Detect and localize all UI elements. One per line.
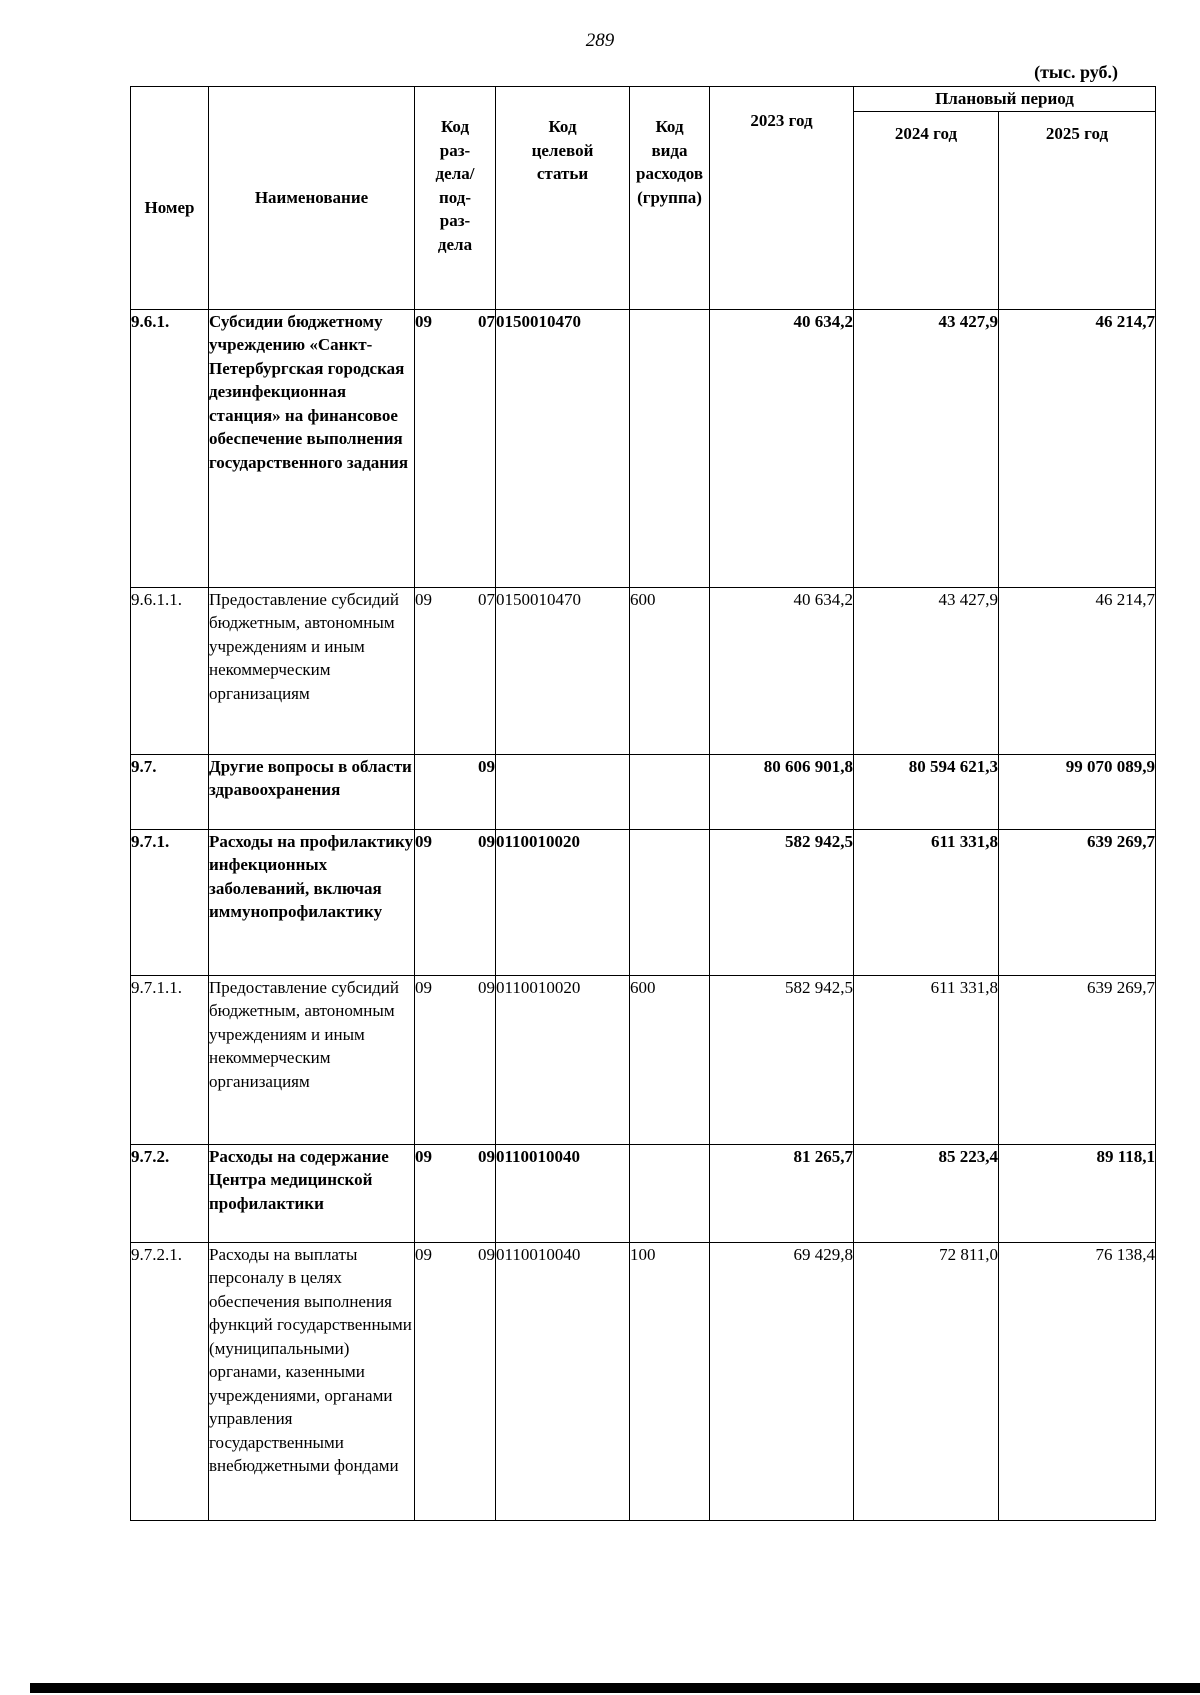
row-target-code: 0150010470 (496, 309, 630, 587)
row-number: 9.7. (131, 754, 209, 829)
row-name: Субсидии бюджетному учреждению «Санкт-Петербургская городская дезинфекционная станция» на финансовое обеспечение выполнения государственного задания (209, 309, 415, 587)
row-2025: 46 214,7 (999, 309, 1156, 587)
row-2023: 81 265,7 (710, 1144, 854, 1242)
page-number: 289 (585, 30, 615, 51)
row-2023: 40 634,2 (710, 309, 854, 587)
table-row (131, 754, 1156, 829)
table-row (131, 829, 1156, 975)
row-2024: 80 594 621,3 (854, 754, 999, 829)
table-row (131, 975, 1156, 1144)
row-name: Расходы на выплаты персоналу в целях обеспечения выполнения функций государственными (муниципальными) органами, казенными учреждениями, органами управления государственными внебюджетными фондами (209, 1242, 415, 1520)
row-target-code: 0150010470 (496, 587, 630, 754)
row-target-code: 0110010020 (496, 975, 630, 1144)
row-expense-type (630, 829, 710, 975)
header-expense-type-code: Код вида расходов (группа) (630, 87, 710, 310)
table-row (131, 309, 1156, 587)
row-expense-type (630, 309, 710, 587)
header-name: Наименование (209, 87, 415, 310)
table-row (131, 1242, 1156, 1520)
row-2025: 99 070 089,9 (999, 754, 1156, 829)
table-row (131, 587, 1156, 754)
row-number: 9.7.1.1. (131, 975, 209, 1144)
row-2023: 80 606 901,8 (710, 754, 854, 829)
row-number: 9.7.2. (131, 1144, 209, 1242)
row-section: 09 07 (415, 587, 496, 754)
row-expense-type: 600 (630, 975, 710, 1144)
row-2023: 40 634,2 (710, 587, 854, 754)
row-expense-type (630, 1144, 710, 1242)
row-expense-type (630, 754, 710, 829)
row-2023: 69 429,8 (710, 1242, 854, 1520)
row-2024: 611 331,8 (854, 829, 999, 975)
row-number: 9.6.1.1. (131, 587, 209, 754)
row-2025: 89 118,1 (999, 1144, 1156, 1242)
row-name: Расходы на профилактику инфекционных заболеваний, включая иммунопрофилактику (209, 829, 415, 975)
units-label: (тыс. руб.) (1034, 62, 1118, 82)
row-section: 09 09 (415, 1242, 496, 1520)
row-2025: 46 214,7 (999, 587, 1156, 754)
header-year-2023: 2023 год (710, 87, 854, 310)
row-name: Предоставление субсидий бюджетным, автономным учреждениям и иным некоммерческим организациям (209, 587, 415, 754)
row-expense-type: 600 (630, 587, 710, 754)
row-2024: 85 223,4 (854, 1144, 999, 1242)
header-section-code: Код раз- дела/ под- раз- дела (415, 87, 496, 310)
row-target-code: 0110010020 (496, 829, 630, 975)
row-2024: 43 427,9 (854, 309, 999, 587)
row-2024: 611 331,8 (854, 975, 999, 1144)
row-section: 09 09 (415, 1144, 496, 1242)
row-2024: 72 811,0 (854, 1242, 999, 1520)
row-2025: 639 269,7 (999, 975, 1156, 1144)
budget-table (130, 86, 1156, 1521)
header-year-2024: 2024 год (854, 111, 999, 309)
row-expense-type: 100 (630, 1242, 710, 1520)
header-planned-period: Плановый период (854, 87, 1156, 112)
row-2025: 639 269,7 (999, 829, 1156, 975)
row-section: 09 (415, 754, 496, 829)
row-name: Расходы на содержание Центра медицинской профилактики (209, 1144, 415, 1242)
row-target-code (496, 754, 630, 829)
header-number: Номер (131, 87, 209, 310)
row-target-code: 0110010040 (496, 1144, 630, 1242)
header-target-code: Код целевой статьи (496, 87, 630, 310)
row-section: 09 09 (415, 975, 496, 1144)
row-number: 9.7.1. (131, 829, 209, 975)
row-2025: 76 138,4 (999, 1242, 1156, 1520)
scan-edge-bar (30, 1683, 1200, 1693)
row-name: Другие вопросы в области здравоохранения (209, 754, 415, 829)
row-section: 09 07 (415, 309, 496, 587)
row-2023: 582 942,5 (710, 975, 854, 1144)
row-2023: 582 942,5 (710, 829, 854, 975)
row-number: 9.7.2.1. (131, 1242, 209, 1520)
row-target-code: 0110010040 (496, 1242, 630, 1520)
row-section: 09 09 (415, 829, 496, 975)
row-2024: 43 427,9 (854, 587, 999, 754)
table-row (131, 1144, 1156, 1242)
header-year-2025: 2025 год (999, 111, 1156, 309)
row-name: Предоставление субсидий бюджетным, автономным учреждениям и иным некоммерческим организациям (209, 975, 415, 1144)
row-number: 9.6.1. (131, 309, 209, 587)
